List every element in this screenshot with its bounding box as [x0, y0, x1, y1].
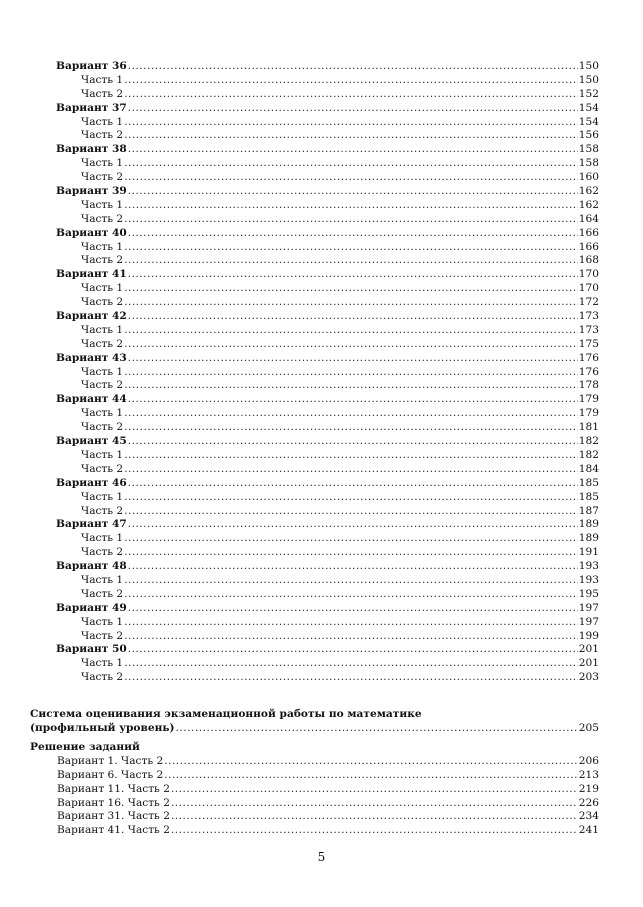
solution-entry[interactable] [30, 755, 599, 769]
page-ref: 185 [578, 490, 599, 503]
page-ref: 181 [578, 421, 599, 434]
entry-label: Часть 2 [81, 296, 124, 309]
page-ref: 158 [578, 143, 599, 156]
page-ref: 160 [578, 171, 599, 184]
page-ref: 172 [578, 296, 599, 309]
page-ref: 179 [578, 407, 599, 420]
leader-dots [124, 213, 578, 227]
page-ref: 170 [578, 268, 599, 281]
toc-variant-entry[interactable] [56, 602, 599, 616]
page-ref: 166 [578, 240, 599, 253]
leader-dots [124, 532, 578, 546]
toc-variant-entry[interactable] [56, 60, 599, 74]
leader-dots [176, 722, 578, 736]
page-ref: 241 [578, 824, 599, 837]
page-ref: 193 [578, 560, 599, 573]
leader-dots [171, 824, 578, 838]
page-ref: 178 [578, 379, 599, 392]
page-ref: 175 [578, 337, 599, 350]
page-ref: 195 [578, 587, 599, 600]
leader-dots [128, 310, 578, 324]
toc-variant-entry[interactable] [56, 477, 599, 491]
toc-variant-entry[interactable] [56, 393, 599, 407]
toc-variant-entry[interactable] [56, 435, 599, 449]
toc-part-entry[interactable] [56, 532, 599, 546]
entry-label: Часть 1 [81, 115, 124, 128]
leader-dots [128, 102, 578, 116]
entry-label: Вариант 45 [56, 435, 127, 448]
entry-label: Вариант 40 [56, 226, 127, 239]
leader-dots [124, 546, 578, 560]
entry-label: Часть 2 [81, 462, 124, 475]
leader-dots [128, 352, 578, 366]
leader-dots [128, 518, 578, 532]
leader-dots [124, 463, 578, 477]
entry-label: Вариант 46 [56, 476, 127, 489]
page-ref: 152 [578, 87, 599, 100]
entry-label: Часть 2 [81, 671, 124, 684]
leader-dots [171, 810, 578, 824]
toc-part-entry[interactable] [56, 421, 599, 435]
leader-dots [124, 574, 578, 588]
toc-variants [56, 60, 599, 685]
page-ref: 182 [578, 448, 599, 461]
toc-variant-entry[interactable] [56, 560, 599, 574]
solution-entry[interactable] [30, 783, 599, 797]
entry-label: Вариант 49 [56, 601, 127, 614]
page-ref: 189 [578, 518, 599, 531]
entry-label: Часть 1 [81, 448, 124, 461]
toc-part-entry[interactable] [56, 324, 599, 338]
toc-part-entry[interactable] [56, 254, 599, 268]
entry-label: Часть 2 [81, 629, 124, 642]
entry-label: Вариант 38 [56, 143, 127, 156]
leader-dots [128, 60, 578, 74]
toc-part-entry[interactable] [56, 630, 599, 644]
leader-dots [124, 116, 578, 130]
page-ref: 173 [578, 323, 599, 336]
page-ref: 179 [578, 393, 599, 406]
leader-dots [124, 616, 578, 630]
entry-label: Часть 1 [81, 73, 124, 86]
toc-variant-entry[interactable] [56, 268, 599, 282]
toc-part-entry[interactable] [56, 671, 599, 685]
leader-dots [124, 421, 578, 435]
leader-dots [124, 199, 578, 213]
leader-dots [128, 602, 578, 616]
toc-part-entry[interactable] [56, 213, 599, 227]
page-ref: 176 [578, 365, 599, 378]
entry-label: Часть 1 [81, 573, 124, 586]
leader-dots [128, 643, 578, 657]
entry-label: Часть 1 [81, 615, 124, 628]
entry-label: Вариант 41. Часть 2 [57, 824, 170, 837]
leader-dots [124, 296, 578, 310]
toc-part-entry[interactable] [56, 88, 599, 102]
toc-variant-entry[interactable] [56, 643, 599, 657]
toc-part-entry[interactable] [56, 74, 599, 88]
toc-part-entry[interactable] [56, 199, 599, 213]
leader-dots [124, 88, 578, 102]
entry-label: Часть 2 [81, 546, 124, 559]
entry-label: Часть 1 [81, 240, 124, 253]
solutions-section [30, 741, 599, 838]
toc-part-entry[interactable] [56, 116, 599, 130]
entry-label: Вариант 37 [56, 101, 127, 114]
entry-label: Часть 1 [81, 532, 124, 545]
leader-dots [128, 268, 578, 282]
entry-label: Часть 2 [81, 254, 124, 267]
page-ref: 213 [578, 768, 599, 781]
solution-entry[interactable] [30, 824, 599, 838]
toc-part-entry[interactable] [56, 296, 599, 310]
page-ref: 162 [578, 185, 599, 198]
entry-label: Часть 2 [81, 337, 124, 350]
page-ref: 205 [578, 721, 599, 734]
entry-label: Часть 1 [81, 407, 124, 420]
toc-part-entry[interactable] [56, 282, 599, 296]
page-ref: 187 [578, 504, 599, 517]
toc-variant-entry[interactable] [56, 352, 599, 366]
entry-label: Часть 1 [81, 365, 124, 378]
entry-label: Вариант 47 [56, 518, 127, 531]
entry-label: Часть 2 [81, 129, 124, 142]
page-ref: 206 [578, 754, 599, 767]
page-ref: 166 [578, 226, 599, 239]
leader-dots [124, 366, 578, 380]
entry-label: Часть 2 [81, 171, 124, 184]
leader-dots [171, 783, 578, 797]
entry-label: Вариант 16. Часть 2 [57, 796, 170, 809]
toc-part-entry[interactable] [56, 129, 599, 143]
page-ref: 154 [578, 115, 599, 128]
page-ref: 201 [578, 643, 599, 656]
leader-dots [124, 505, 578, 519]
grading-entry[interactable] [30, 722, 599, 736]
toc-part-entry[interactable] [56, 449, 599, 463]
toc-part-entry[interactable] [56, 241, 599, 255]
grading-title-line1: Система оценивания экзаменационной работы по математике [30, 708, 422, 720]
leader-dots [124, 157, 578, 171]
toc-part-entry[interactable] [56, 463, 599, 477]
leader-dots [124, 338, 578, 352]
toc-variant-entry[interactable] [56, 143, 599, 157]
entry-label: Часть 2 [81, 379, 124, 392]
page-ref: 197 [578, 615, 599, 628]
page-ref: 164 [578, 212, 599, 225]
entry-label: Вариант 48 [56, 560, 127, 573]
page-ref: 173 [578, 310, 599, 323]
entry-label: Часть 1 [81, 323, 124, 336]
toc-part-entry[interactable] [56, 407, 599, 421]
leader-dots [124, 657, 578, 671]
leader-dots [128, 435, 578, 449]
toc-part-entry[interactable] [56, 171, 599, 185]
page-ref: 150 [578, 73, 599, 86]
entry-label: Часть 2 [81, 87, 124, 100]
leader-dots [124, 407, 578, 421]
entry-label: Вариант 36 [56, 60, 127, 72]
grading-title-line2: (профильный уровень) [30, 721, 175, 734]
solution-entry[interactable] [30, 810, 599, 824]
page-ref: 170 [578, 282, 599, 295]
toc-part-entry[interactable] [56, 157, 599, 171]
page-ref: 193 [578, 573, 599, 586]
entry-label: Вариант 39 [56, 185, 127, 198]
page-ref: 176 [578, 351, 599, 364]
solution-entry[interactable] [30, 769, 599, 783]
entry-label: Часть 2 [81, 421, 124, 434]
entry-label: Часть 2 [81, 212, 124, 225]
page-ref: 219 [578, 782, 599, 795]
page-ref: 189 [578, 532, 599, 545]
toc-variant-entry[interactable] [56, 227, 599, 241]
leader-dots [124, 129, 578, 143]
page-ref: 226 [578, 796, 599, 809]
page-ref: 199 [578, 629, 599, 642]
page-ref: 191 [578, 546, 599, 559]
toc-variant-entry[interactable] [56, 185, 599, 199]
toc-part-entry[interactable] [56, 546, 599, 560]
leader-dots [124, 449, 578, 463]
solutions-title: Решение заданий [30, 741, 140, 753]
entry-label: Вариант 50 [56, 643, 127, 656]
leader-dots [128, 560, 578, 574]
toc-variant-entry[interactable] [56, 102, 599, 116]
leader-dots [128, 143, 578, 157]
leader-dots [124, 379, 578, 393]
entry-label: Часть 1 [81, 157, 124, 170]
page-ref: 156 [578, 129, 599, 142]
page-ref: 185 [578, 476, 599, 489]
page-ref: 201 [578, 657, 599, 670]
leader-dots [124, 630, 578, 644]
leader-dots [164, 755, 578, 769]
toc-part-entry[interactable] [56, 574, 599, 588]
leader-dots [124, 671, 578, 685]
solutions-list [30, 755, 599, 838]
entry-label: Вариант 43 [56, 351, 127, 364]
toc-part-entry[interactable] [56, 338, 599, 352]
page-ref: 162 [578, 198, 599, 211]
page-ref: 184 [578, 462, 599, 475]
leader-dots [128, 477, 578, 491]
page-ref: 154 [578, 101, 599, 114]
toc-part-entry[interactable] [56, 379, 599, 393]
leader-dots [124, 171, 578, 185]
entry-label: Вариант 42 [56, 310, 127, 323]
entry-label: Вариант 6. Часть 2 [57, 768, 164, 781]
leader-dots [124, 254, 578, 268]
entry-label: Часть 1 [81, 282, 124, 295]
grading-section [30, 708, 599, 736]
toc-part-entry[interactable] [56, 366, 599, 380]
toc-part-entry[interactable] [56, 657, 599, 671]
leader-dots [128, 227, 578, 241]
toc-part-entry[interactable] [56, 505, 599, 519]
toc-part-entry[interactable] [56, 491, 599, 505]
toc-variant-entry[interactable] [56, 310, 599, 324]
page-ref: 158 [578, 157, 599, 170]
entry-label: Вариант 11. Часть 2 [57, 782, 170, 795]
entry-label: Часть 1 [81, 490, 124, 503]
toc-variant-entry[interactable] [56, 518, 599, 532]
entry-label: Часть 2 [81, 504, 124, 517]
page-number: 5 [317, 850, 326, 864]
page-ref: 234 [578, 810, 599, 823]
entry-label: Вариант 31. Часть 2 [57, 810, 170, 823]
leader-dots [124, 282, 578, 296]
leader-dots [124, 324, 578, 338]
leader-dots [128, 185, 578, 199]
page-ref: 182 [578, 435, 599, 448]
entry-label: Часть 1 [81, 657, 124, 670]
entry-label: Часть 1 [81, 198, 124, 211]
toc-part-entry[interactable] [56, 616, 599, 630]
page-ref: 168 [578, 254, 599, 267]
page-ref: 150 [578, 60, 599, 72]
page-ref: 197 [578, 601, 599, 614]
toc-part-entry[interactable] [56, 588, 599, 602]
page-ref: 203 [578, 671, 599, 684]
leader-dots [124, 588, 578, 602]
leader-dots [128, 393, 578, 407]
entry-label: Вариант 41 [56, 268, 127, 281]
entry-label: Вариант 44 [56, 393, 127, 406]
entry-label: Вариант 1. Часть 2 [57, 754, 164, 767]
entry-label: Часть 2 [81, 587, 124, 600]
solution-entry[interactable] [30, 797, 599, 811]
leader-dots [124, 74, 578, 88]
leader-dots [124, 491, 578, 505]
leader-dots [171, 797, 578, 811]
leader-dots [124, 241, 578, 255]
leader-dots [164, 769, 578, 783]
